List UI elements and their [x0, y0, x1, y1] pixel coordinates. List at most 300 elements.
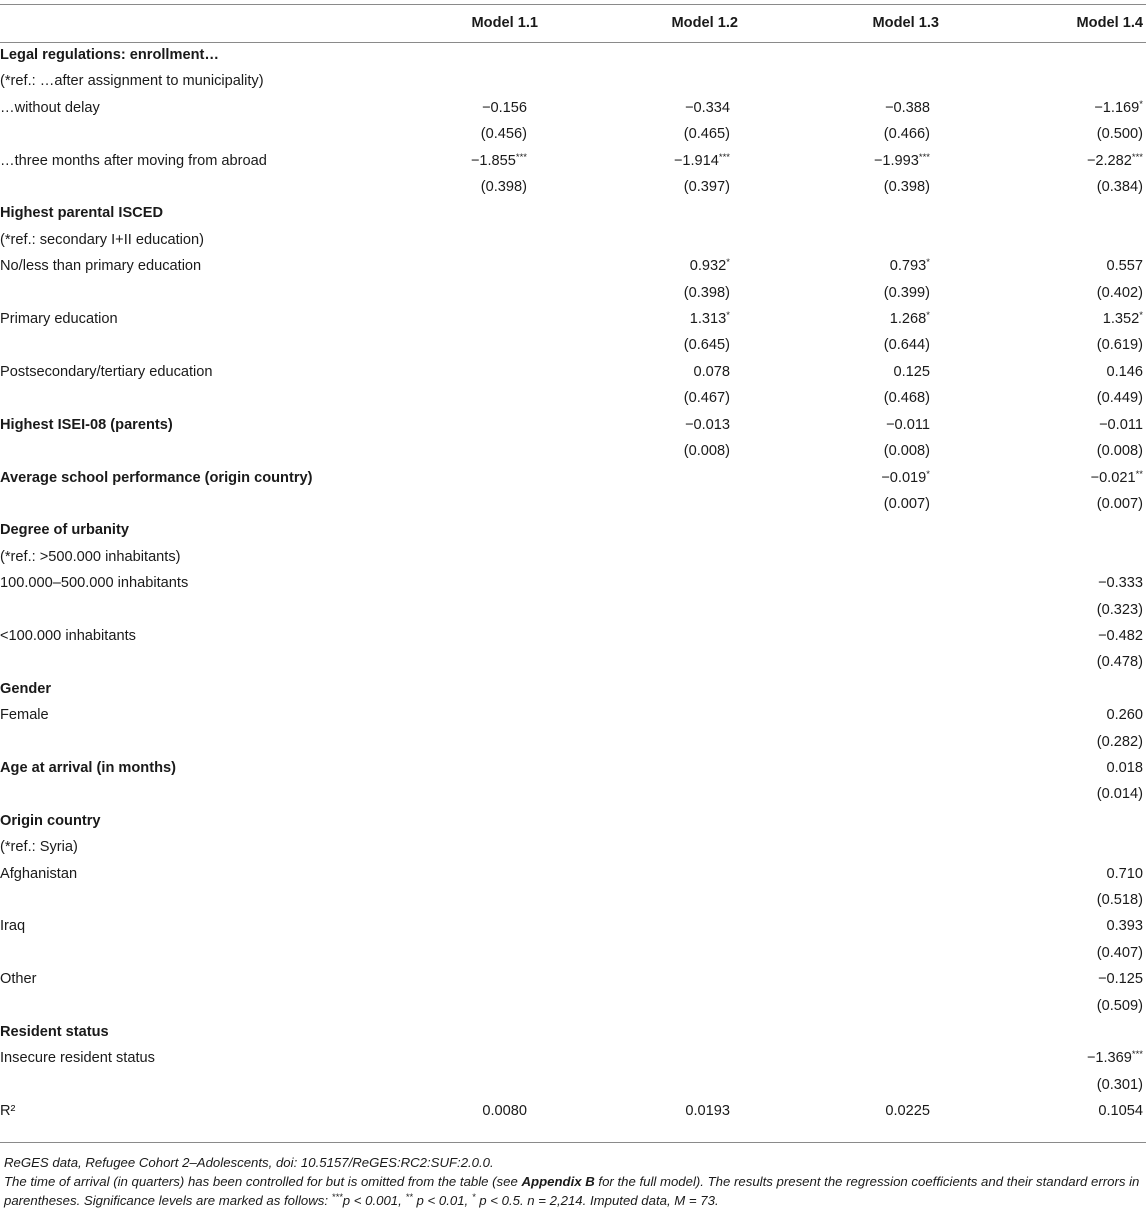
row-label: (*ref.: …after assignment to municipality) — [0, 73, 264, 90]
significance-stars: *** — [1131, 1049, 1143, 1061]
model-1-cell — [413, 676, 541, 702]
model-4-cell — [942, 121, 1146, 147]
cell-value: 1.313 — [689, 311, 727, 328]
cell-value: 0.932 — [689, 258, 727, 275]
model-4-cell — [942, 966, 1146, 992]
cell-value: (0.398) — [883, 179, 930, 196]
model-3-cell — [741, 993, 942, 1019]
model-4-cell — [942, 412, 1146, 438]
model-2-cell — [541, 42, 741, 68]
cell-value: (0.007) — [883, 495, 930, 512]
cell-value: −0.482 — [1097, 627, 1143, 644]
model-1-cell — [413, 649, 541, 675]
cell-value: (0.301) — [1096, 1076, 1143, 1093]
model-3-cell — [741, 253, 942, 279]
model-3-cell — [741, 1098, 942, 1124]
model-3-cell — [741, 702, 942, 728]
model-1-cell — [413, 253, 541, 279]
model-1-cell — [413, 966, 541, 992]
cell-value: (0.456) — [480, 126, 527, 143]
section-heading: Highest ISEI-08 (parents) — [0, 416, 173, 433]
model-3-cell — [741, 517, 942, 543]
model-4-cell — [942, 306, 1146, 332]
model-1-cell — [413, 1098, 541, 1124]
model-1-cell — [413, 570, 541, 596]
cell-value: (0.402) — [1096, 284, 1143, 301]
row-label: Insecure resident status — [0, 1050, 155, 1067]
model-2-cell — [541, 781, 741, 807]
section-heading: Legal regulations: enrollment… — [0, 47, 219, 63]
model-1-cell — [413, 623, 541, 649]
model-1-cell — [413, 42, 541, 68]
model-1-cell — [413, 1045, 541, 1071]
model-3-cell — [741, 781, 942, 807]
model-3-cell — [741, 966, 942, 992]
model-3-cell — [741, 438, 942, 464]
cell-value: (0.008) — [1096, 443, 1143, 460]
model-1-cell — [413, 940, 541, 966]
row-label: Afghanistan — [0, 865, 78, 882]
standard-error-row — [0, 121, 1146, 147]
standard-error-row — [0, 781, 1146, 807]
model-1-cell — [413, 1019, 541, 1045]
model-2-cell — [541, 861, 741, 887]
table-body — [0, 42, 1146, 1125]
model-3-cell — [741, 95, 942, 121]
model-4-cell — [942, 808, 1146, 834]
model-3-cell — [741, 306, 942, 332]
cell-value: (0.384) — [1096, 179, 1143, 196]
appendix-link[interactable]: Appendix B — [521, 1174, 595, 1189]
significance-stars: ** — [1135, 468, 1143, 480]
model-4-cell — [942, 623, 1146, 649]
cell-value: 1.268 — [889, 311, 927, 328]
table-row — [0, 95, 1146, 121]
model-3-cell — [741, 913, 942, 939]
row-label: (*ref.: secondary I+II education) — [0, 231, 205, 248]
model-3-cell — [741, 834, 942, 860]
model-4-cell — [942, 253, 1146, 279]
cell-value: −2.282 — [1086, 152, 1132, 169]
standard-error-row — [0, 491, 1146, 517]
row-label — [0, 597, 413, 623]
model-4-cell — [942, 597, 1146, 623]
significance-stars: * — [926, 468, 930, 480]
model-3-cell — [741, 332, 942, 358]
model-1-cell — [413, 913, 541, 939]
model-1-cell — [413, 517, 541, 543]
row-label: Postsecondary/tertiary education — [0, 363, 213, 380]
model-header: Model 1.2 — [671, 15, 738, 31]
model-2-cell — [541, 623, 741, 649]
cell-value: −1.993 — [873, 152, 919, 169]
section-heading: Age at arrival (in months) — [0, 759, 176, 776]
model-1-cell — [413, 808, 541, 834]
model-3-cell — [741, 755, 942, 781]
cell-value: −0.021 — [1090, 469, 1136, 486]
model-2-cell — [541, 570, 741, 596]
model-4-cell — [942, 861, 1146, 887]
model-4-cell — [942, 385, 1146, 411]
standard-error-row — [0, 597, 1146, 623]
model-1-cell — [413, 306, 541, 332]
model-2-cell — [541, 412, 741, 438]
model-2-cell — [541, 1072, 741, 1098]
model-2-cell — [541, 808, 741, 834]
model-2-cell — [541, 465, 741, 491]
model-4-cell — [942, 280, 1146, 306]
row-label — [0, 1072, 413, 1098]
standard-error-row — [0, 887, 1146, 913]
model-2-cell — [541, 174, 741, 200]
row-label — [0, 174, 413, 200]
model-1-cell — [413, 887, 541, 913]
row-label: <100.000 inhabitants — [0, 627, 136, 644]
model-4-cell — [942, 781, 1146, 807]
table-row — [0, 200, 1146, 226]
significance-stars: *** — [918, 151, 930, 163]
model-4-cell — [942, 570, 1146, 596]
row-label: …without delay — [0, 99, 100, 116]
model-2-cell — [541, 834, 741, 860]
section-heading: Highest parental ISCED — [0, 205, 163, 222]
cell-value: 0.260 — [1106, 707, 1143, 724]
table-row — [0, 227, 1146, 253]
row-label — [0, 332, 413, 358]
method-note: The time of arrival (in quarters) has been controlled for but is omitted from the table (see Appendix B for the full model). The results present the regression coefficients and their standard errors in parentheses. Significance levels are marked as follows: ***p < 0.001, ** p < 0.01, * p < 0.5. n = 2,214. Imputed data, M = 73. — [4, 1174, 1140, 1208]
model-2-cell — [541, 253, 741, 279]
standard-error-row — [0, 729, 1146, 755]
row-label — [0, 887, 413, 913]
model-2-cell — [541, 597, 741, 623]
model-1-cell — [413, 359, 541, 385]
model-3-cell — [741, 148, 942, 174]
model-1-cell — [413, 755, 541, 781]
model-1-cell — [413, 544, 541, 570]
cell-value: −1.369 — [1086, 1050, 1132, 1067]
model-4-cell — [942, 1045, 1146, 1071]
model-4-cell — [942, 993, 1146, 1019]
model-3-cell — [741, 174, 942, 200]
table-row — [0, 1098, 1146, 1124]
model-1-cell — [413, 174, 541, 200]
model-4-cell — [942, 68, 1146, 94]
model-3-cell — [741, 808, 942, 834]
row-label: …three months after moving from abroad — [0, 152, 267, 169]
model-3-cell — [741, 385, 942, 411]
standard-error-row — [0, 1072, 1146, 1098]
cell-value: 1.352 — [1102, 311, 1140, 328]
cell-value: 0.0225 — [885, 1103, 930, 1120]
model-2-cell — [541, 1098, 741, 1124]
model-3-cell — [741, 465, 942, 491]
model-4-cell — [942, 702, 1146, 728]
significance-stars: * — [726, 257, 730, 269]
model-1-cell — [413, 68, 541, 94]
regression-table — [0, 4, 1146, 1125]
standard-error-row — [0, 332, 1146, 358]
model-3-cell — [741, 729, 942, 755]
model-header: Model 1.1 — [471, 15, 538, 31]
model-1-cell — [413, 200, 541, 226]
cell-value: −0.333 — [1097, 575, 1143, 592]
model-4-cell — [942, 649, 1146, 675]
model-1-cell — [413, 95, 541, 121]
row-label — [0, 781, 413, 807]
model-1-cell — [413, 385, 541, 411]
cell-value: −0.388 — [884, 99, 930, 116]
cell-value: (0.398) — [480, 179, 527, 196]
model-4-cell — [942, 438, 1146, 464]
model-2-cell — [541, 676, 741, 702]
cell-value: (0.399) — [883, 284, 930, 301]
cell-value: (0.397) — [683, 179, 730, 196]
model-2-cell — [541, 148, 741, 174]
cell-value: 0.146 — [1106, 363, 1143, 380]
section-heading: Origin country — [0, 812, 101, 829]
standard-error-row — [0, 993, 1146, 1019]
model-3-cell — [741, 491, 942, 517]
table-row — [0, 861, 1146, 887]
table-row — [0, 834, 1146, 860]
model-4-cell — [942, 174, 1146, 200]
significance-stars: * — [1139, 310, 1143, 322]
model-2-cell — [541, 280, 741, 306]
model-1-cell — [413, 491, 541, 517]
model-2-cell — [541, 200, 741, 226]
cell-value: (0.645) — [683, 337, 730, 354]
cell-value: 0.0193 — [685, 1103, 730, 1120]
model-4-cell — [942, 676, 1146, 702]
significance-stars: * — [926, 310, 930, 322]
model-2-cell — [541, 940, 741, 966]
row-label — [0, 121, 413, 147]
table-row — [0, 623, 1146, 649]
table-row — [0, 966, 1146, 992]
model-1-cell — [413, 121, 541, 147]
header-label-cell — [0, 4, 413, 42]
table-row — [0, 253, 1146, 279]
row-label: (*ref.: >500.000 inhabitants) — [0, 548, 181, 565]
model-1-cell — [413, 280, 541, 306]
row-label — [0, 280, 413, 306]
standard-error-row — [0, 940, 1146, 966]
significance-stars: * — [726, 310, 730, 322]
standard-error-row — [0, 649, 1146, 675]
model-1-cell — [413, 1072, 541, 1098]
cell-value: (0.619) — [1096, 337, 1143, 354]
model-2-cell — [541, 993, 741, 1019]
model-3-cell — [741, 200, 942, 226]
model-2-cell — [541, 68, 741, 94]
cell-value: 0.393 — [1106, 918, 1143, 935]
model-1-cell — [413, 227, 541, 253]
table-row — [0, 517, 1146, 543]
cell-value: −1.855 — [470, 152, 516, 169]
cell-value: 0.557 — [1106, 258, 1143, 275]
cell-value: (0.468) — [883, 390, 930, 407]
cell-value: (0.008) — [683, 443, 730, 460]
model-2-cell — [541, 1019, 741, 1045]
row-label: (*ref.: Syria) — [0, 839, 78, 856]
table-row — [0, 306, 1146, 332]
model-3-cell — [741, 412, 942, 438]
significance-stars: * — [926, 257, 930, 269]
bottom-rule — [0, 1142, 1146, 1143]
table-row — [0, 1045, 1146, 1071]
model-1-cell — [413, 702, 541, 728]
model-3-cell — [741, 676, 942, 702]
cell-value: (0.466) — [883, 126, 930, 143]
model-2-cell — [541, 702, 741, 728]
cell-value: −0.013 — [684, 416, 730, 433]
model-2-cell — [541, 121, 741, 147]
model-2-cell — [541, 913, 741, 939]
model-4-cell — [942, 940, 1146, 966]
significance-stars: *** — [1131, 151, 1143, 163]
model-4-cell — [942, 1019, 1146, 1045]
model-3-cell — [741, 1045, 942, 1071]
row-label — [0, 649, 413, 675]
cell-value: 0.125 — [893, 363, 930, 380]
row-label: Iraq — [0, 918, 26, 935]
model-2-cell — [541, 544, 741, 570]
row-label — [0, 940, 413, 966]
cell-value: −0.125 — [1097, 971, 1143, 988]
model-1-cell — [413, 861, 541, 887]
significance-stars: * — [1139, 98, 1143, 110]
model-4-cell — [942, 227, 1146, 253]
model-3-cell — [741, 544, 942, 570]
model-2-cell — [541, 306, 741, 332]
table-row — [0, 412, 1146, 438]
model-1-cell — [413, 465, 541, 491]
row-label — [0, 729, 413, 755]
model-2-cell — [541, 966, 741, 992]
cell-value: (0.007) — [1096, 495, 1143, 512]
model-1-cell — [413, 148, 541, 174]
model-3-cell — [741, 68, 942, 94]
source-note: ReGES data, Refugee Cohort 2–Adolescents, doi: 10.5157/ReGES:RC2:SUF:2.0.0. — [4, 1155, 494, 1170]
cell-value: (0.398) — [683, 284, 730, 301]
cell-value: (0.478) — [1096, 654, 1143, 671]
model-header: Model 1.4 — [1076, 15, 1143, 31]
cell-value: (0.282) — [1096, 733, 1143, 750]
model-1-cell — [413, 597, 541, 623]
cell-value: (0.509) — [1096, 997, 1143, 1014]
row-label — [0, 385, 413, 411]
table-notes — [4, 1153, 1144, 1210]
model-3-cell — [741, 1019, 942, 1045]
model-2-cell — [541, 438, 741, 464]
table-row — [0, 42, 1146, 68]
model-3-cell — [741, 570, 942, 596]
model-4-cell — [942, 42, 1146, 68]
table-row — [0, 913, 1146, 939]
model-1-cell — [413, 729, 541, 755]
row-label: R² — [0, 1103, 16, 1120]
row-label: Female — [0, 707, 49, 724]
model-4-cell — [942, 913, 1146, 939]
cell-value: 0.018 — [1106, 759, 1143, 776]
table-row — [0, 702, 1146, 728]
cell-value: (0.008) — [883, 443, 930, 460]
model-4-cell — [942, 95, 1146, 121]
standard-error-row — [0, 174, 1146, 200]
section-heading: Average school performance (origin country) — [0, 469, 313, 486]
standard-error-row — [0, 438, 1146, 464]
model-3-cell — [741, 940, 942, 966]
cell-value: (0.014) — [1096, 786, 1143, 803]
row-label: 100.000–500.000 inhabitants — [0, 575, 189, 592]
row-label: Primary education — [0, 311, 118, 328]
table-row — [0, 148, 1146, 174]
model-3-cell — [741, 861, 942, 887]
model-4-cell — [942, 332, 1146, 358]
model-2-cell — [541, 517, 741, 543]
standard-error-row — [0, 385, 1146, 411]
cell-value: −0.011 — [1099, 416, 1143, 433]
model-4-cell — [942, 465, 1146, 491]
header-row — [0, 4, 1146, 42]
standard-error-row — [0, 280, 1146, 306]
row-label: Other — [0, 971, 37, 988]
model-2-cell — [541, 1045, 741, 1071]
cell-value: 0.078 — [693, 363, 730, 380]
significance-stars: *** — [515, 151, 527, 163]
cell-value: (0.323) — [1096, 601, 1143, 618]
cell-value: (0.518) — [1096, 892, 1143, 908]
table-row — [0, 1019, 1146, 1045]
model-3-cell — [741, 649, 942, 675]
model-4-cell — [942, 491, 1146, 517]
model-2-cell — [541, 227, 741, 253]
model-3-cell — [741, 42, 942, 68]
table-row — [0, 808, 1146, 834]
model-1-cell — [413, 993, 541, 1019]
cell-value: (0.449) — [1096, 390, 1143, 407]
model-4-cell — [942, 148, 1146, 174]
model-1-cell — [413, 412, 541, 438]
section-heading: Gender — [0, 680, 52, 697]
model-3-cell — [741, 623, 942, 649]
table-row — [0, 465, 1146, 491]
table-row — [0, 570, 1146, 596]
model-4-cell — [942, 755, 1146, 781]
row-label — [0, 438, 413, 464]
model-3-cell — [741, 887, 942, 913]
model-4-cell — [942, 834, 1146, 860]
model-3-cell — [741, 1072, 942, 1098]
model-4-cell — [942, 359, 1146, 385]
cell-value: 0.793 — [889, 258, 927, 275]
model-2-cell — [541, 385, 741, 411]
section-heading: Degree of urbanity — [0, 522, 129, 539]
cell-value: −0.011 — [886, 416, 930, 433]
cell-value: −1.169 — [1094, 99, 1140, 116]
table-row — [0, 755, 1146, 781]
cell-value: −0.019 — [881, 469, 927, 486]
model-4-cell — [942, 729, 1146, 755]
model-3-cell — [741, 121, 942, 147]
model-4-cell — [942, 1072, 1146, 1098]
model-2-cell — [541, 729, 741, 755]
model-4-cell — [942, 200, 1146, 226]
row-label: No/less than primary education — [0, 258, 202, 275]
significance-stars: *** — [718, 151, 730, 163]
section-heading: Resident status — [0, 1024, 109, 1041]
model-4-cell — [942, 517, 1146, 543]
